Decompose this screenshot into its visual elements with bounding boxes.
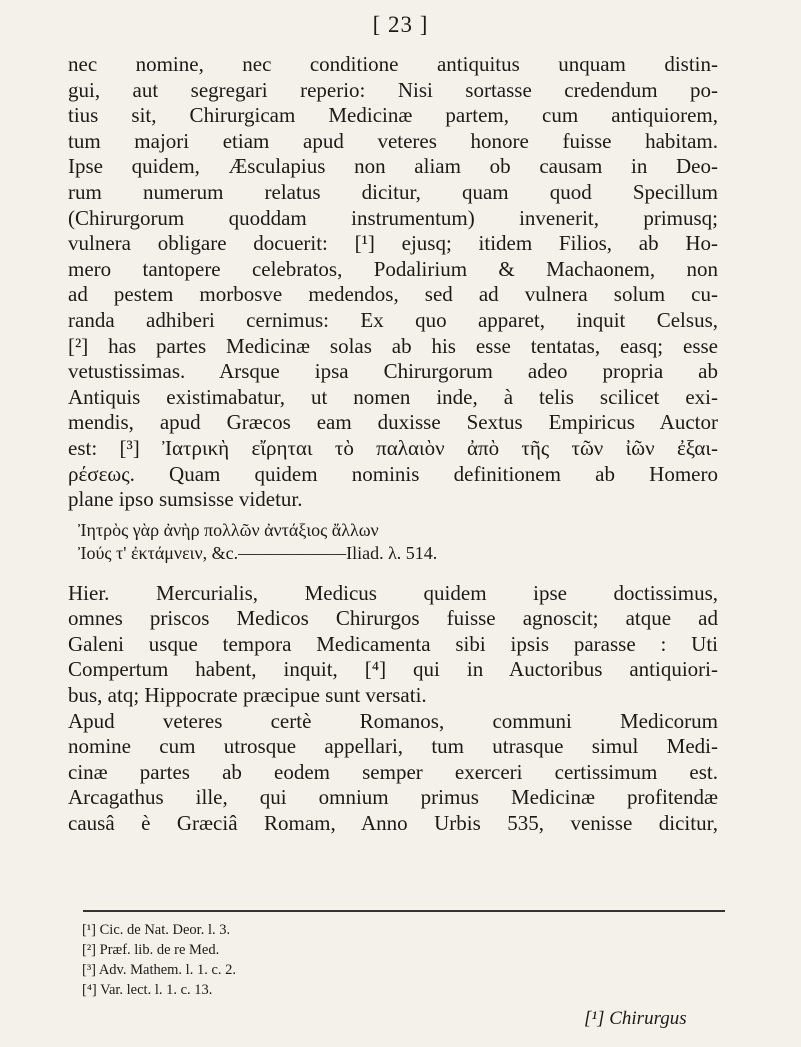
text-line: (Chirurgorum quoddam instrumentum) invenerit, primusq;	[68, 205, 718, 230]
footnote: [¹] Cic. de Nat. Deor. l. 3.	[82, 922, 231, 938]
homer-quotation	[78, 519, 718, 565]
text-line: rum numerum relatus dicitur, quam quod Specillum	[68, 179, 718, 204]
text-line: gui, aut segregari reperio: Nisi sortasse credendum po-	[68, 77, 718, 102]
main-text	[68, 52, 718, 837]
page-number: [ 23 ]	[372, 12, 429, 37]
text-line: mero tantopere celebratos, Podalirium & Machaonem, non	[68, 256, 718, 281]
text-line: omnes priscos Medicos Chirurgos fuisse agnoscit; atque ad	[68, 606, 718, 631]
text-line: nomine cum utrosque appellari, tum utrasque simul Medi-	[68, 734, 718, 759]
text-line: [²] has partes Medicinæ solas ab his esse tentatas, easq; esse	[68, 333, 718, 358]
text-line: plane ipso sumsisse videtur.	[68, 487, 303, 512]
text-line: nec nomine, nec conditione antiquitus unquam distin-	[68, 52, 718, 76]
text-line: ad pestem morbosve medendos, sed ad vulnera solum cu-	[68, 282, 718, 307]
text-line: Arcagathus ille, qui omnium primus Medicinæ profitendæ	[68, 785, 718, 810]
footnote: [⁴] Var. lect. l. 1. c. 13.	[82, 982, 213, 998]
text-line: Compertum habent, inquit, [⁴] qui in Auctoribus antiquiori-	[68, 657, 718, 682]
footnote: [³] Adv. Mathem. l. 1. c. 2.	[82, 962, 237, 978]
text-line: mendis, apud Græcos eam duxisse Sextus Empiricus Auctor	[68, 410, 718, 435]
text-line: causâ è Græciâ Romam, Anno Urbis 535, venisse dicitur,	[68, 811, 718, 836]
footnotes	[82, 920, 482, 1000]
catchword: [¹] Chirurgus	[584, 1008, 687, 1029]
text-line: cinæ partes ab eodem semper exerceri certissimum est.	[68, 759, 718, 784]
quote-line: Ἰούς τ' ἐκτάμνειν, &c.——————Iliad. λ. 514.	[78, 542, 438, 563]
text-line: Ipse quidem, Æsculapius non aliam ob causam in Deo-	[68, 154, 718, 179]
quote-line: Ἰητρὸς γὰρ ἀνὴρ πολλῶν ἀντάξιος ἄλλων	[78, 519, 379, 540]
text-line: Hier. Mercurialis, Medicus quidem ipse doctissimus,	[68, 580, 718, 605]
footnote: [²] Præf. lib. de re Med.	[82, 942, 220, 958]
footnote-rule	[83, 910, 725, 912]
text-line: est: [³] Ἰατρικὴ εἴρηται τὸ παλαιὸν ἀπὸ τῆς τῶν ἰῶν ἐξαι-	[68, 435, 718, 460]
text-line: vulnera obligare docuerit: [¹] ejusq; itidem Filios, ab Ho-	[68, 231, 718, 256]
text-line: vetustissimas. Arsque ipsa Chirurgorum adeo propria ab	[68, 359, 718, 384]
text-line: tius sit, Chirurgicam Medicinæ partem, cum antiquiorem,	[68, 103, 718, 128]
text-line: Apud veteres certè Romanos, communi Medicorum	[68, 708, 718, 733]
text-line: tum majori etiam apud veteres honore fuisse habitam.	[68, 128, 718, 153]
text-line: ρέσεως. Quam quidem nominis definitionem ab Homero	[68, 461, 718, 486]
text-line: Antiquis existimabatur, ut nomen inde, à telis scilicet exi-	[68, 384, 718, 409]
text-line: randa adhiberi cernimus: Ex quo apparet, inquit Celsus,	[68, 307, 718, 332]
text-line: bus, atq; Hippocrate præcipue sunt versati.	[68, 683, 427, 708]
text-line: Galeni usque tempora Medicamenta sibi ipsis parasse : Uti	[68, 631, 718, 656]
